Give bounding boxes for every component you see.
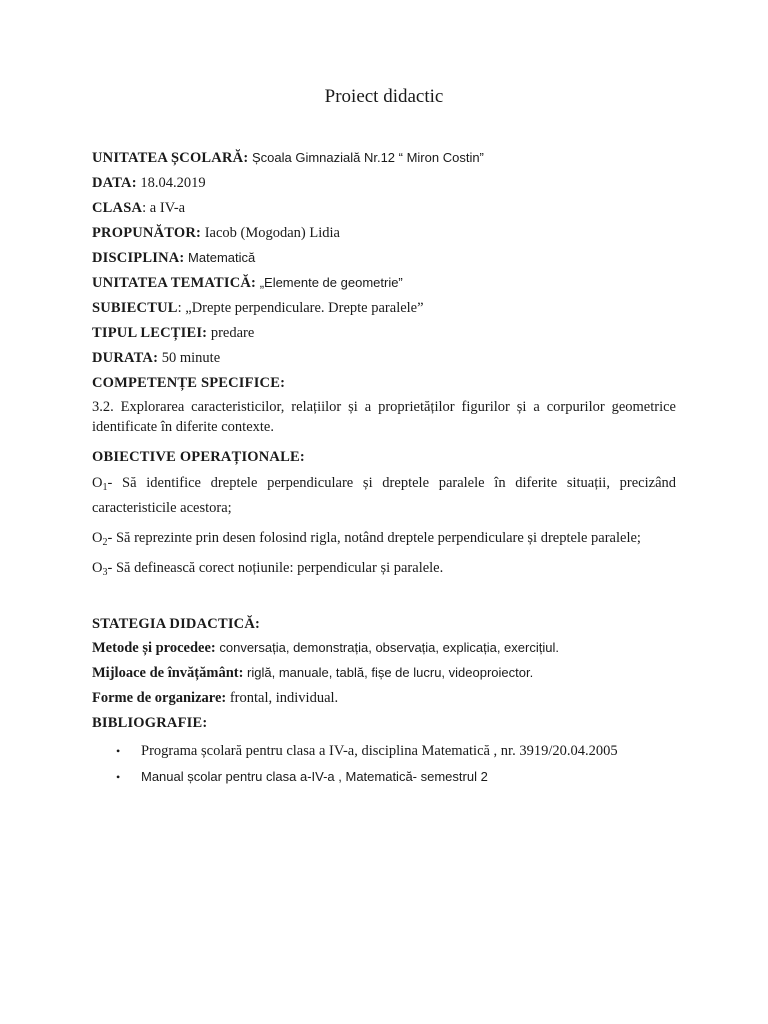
field-value: frontal, individual. — [226, 690, 339, 706]
objective-number: 2 — [102, 537, 108, 548]
field-label: DATA: — [92, 175, 137, 191]
strategia-heading: STATEGIA DIDACTICĂ: — [92, 616, 261, 632]
field-tipul-lectiei — [92, 323, 676, 348]
objective-item — [92, 526, 676, 551]
bibliography-item — [92, 767, 676, 793]
bibliography-text: Programa școlară pentru clasa a IV-a, disciplina Matematică , nr. 3919/20.04.2005 — [141, 743, 618, 759]
field-label: DURATA: — [92, 350, 159, 366]
field-label: UNITATEA ȘCOLARĂ: — [92, 150, 249, 166]
field-value: riglă, manuale, tablă, fișe de lucru, videoproiector. — [243, 665, 534, 680]
strategia-forme — [92, 688, 676, 713]
objective-number: 3 — [102, 567, 108, 578]
objective-number: 1 — [102, 482, 108, 493]
bullet-icon: • — [116, 744, 121, 758]
field-label: CLASA — [92, 200, 143, 216]
bibliography-text: Manual școlar pentru clasa a-IV-a , Matematică- semestrul 2 — [141, 769, 488, 784]
obiective-heading: OBIECTIVE OPERAȚIONALE: — [92, 449, 305, 465]
document-content — [92, 148, 676, 793]
field-value: conversația, demonstrația, observația, explicația, exercițiul. — [215, 640, 559, 655]
objective-item — [92, 556, 676, 581]
field-label: Forme de organizare: — [92, 690, 227, 706]
field-label: PROPUNĂTOR: — [92, 225, 202, 241]
field-label: Mijloace de învățământ: — [92, 665, 244, 681]
field-value: : „Drepte perpendiculare. Drepte paralele” — [177, 300, 424, 316]
field-subiectul — [92, 298, 676, 323]
field-value: Matematică — [184, 250, 256, 265]
objective-text: - Să definească corect noțiunile: perpendicular și paralele. — [107, 560, 444, 576]
field-value: : a IV-a — [142, 200, 186, 216]
field-unitatea-scolara — [92, 148, 676, 173]
field-durata — [92, 348, 676, 373]
bullet-icon: • — [116, 770, 121, 784]
competente-text: 3.2. Explorarea caracteristicilor, relațiilor și a proprietăților figurilor și a corpurilor geometrice identificate în diferite contexte. — [92, 399, 676, 435]
field-value: Școala Gimnazială Nr.12 “ Miron Costin” — [248, 150, 484, 165]
field-label: UNITATEA TEMATICĂ: — [92, 275, 257, 291]
competente-heading: COMPETENȚE SPECIFICE: — [92, 375, 286, 391]
field-label: Metode și procedee: — [92, 640, 216, 656]
field-unitatea-tematica — [92, 273, 676, 298]
field-value: „Elemente de geometrie” — [256, 275, 403, 290]
objective-text: - Să identifice dreptele perpendiculare și dreptele paralele în diferite situații, precizând caracteristicile acestora; — [92, 475, 676, 516]
field-clasa — [92, 198, 676, 223]
bibliography-list — [92, 741, 676, 793]
field-label: TIPUL LECȚIEI: — [92, 325, 208, 341]
field-propunator — [92, 223, 676, 248]
field-value: predare — [207, 325, 255, 341]
field-data — [92, 173, 676, 198]
field-disciplina — [92, 248, 676, 273]
field-value: Iacob (Mogodan) Lidia — [201, 225, 340, 241]
objective-text: - Să reprezinte prin desen folosind rigla, notând dreptele perpendiculare și dreptele paralele; — [107, 530, 641, 546]
field-label: SUBIECTUL — [92, 300, 178, 316]
field-value: 50 minute — [158, 350, 221, 366]
strategia-metode — [92, 638, 676, 663]
objective-prefix: O — [92, 530, 103, 546]
bibliografie-heading: BIBLIOGRAFIE: — [92, 715, 208, 731]
strategia-mijloace — [92, 663, 676, 688]
objective-item — [92, 471, 676, 521]
document-title: Proiect didactic — [324, 86, 444, 107]
field-label: DISCIPLINA: — [92, 250, 185, 266]
field-value: 18.04.2019 — [136, 175, 206, 191]
objective-prefix: O — [92, 560, 103, 576]
objective-prefix: O — [92, 475, 103, 491]
bibliography-item — [92, 741, 676, 767]
